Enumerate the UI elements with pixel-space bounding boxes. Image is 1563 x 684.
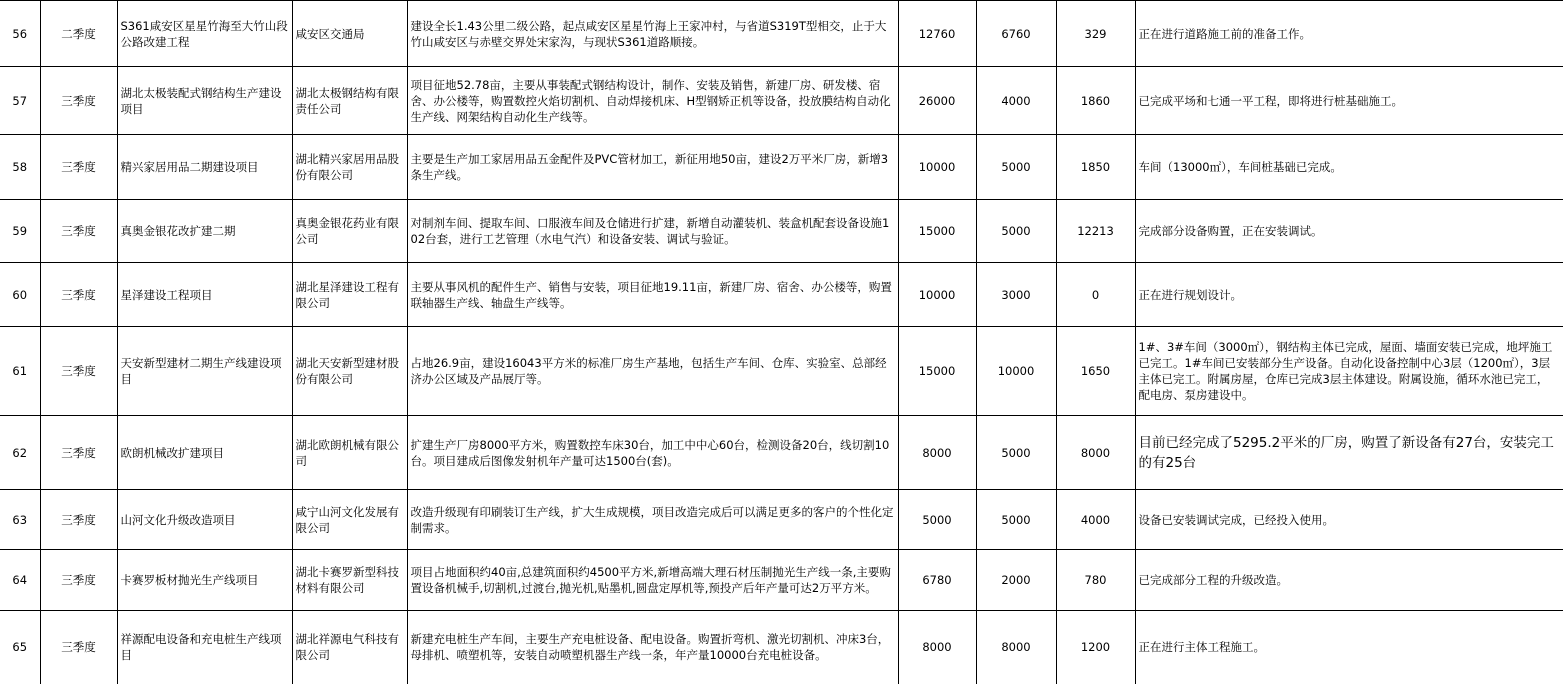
completed-investment-cell: 780 — [1056, 550, 1135, 611]
quarter-cell: 三季度 — [40, 611, 117, 684]
table-body — [0, 1, 1563, 684]
total-investment-cell: 15000 — [898, 327, 976, 416]
completed-investment-cell: 1200 — [1056, 611, 1135, 684]
row-number-cell: 57 — [0, 67, 40, 135]
project-name-cell: S361咸安区星星竹海至大竹山段公路改建工程 — [117, 1, 292, 67]
completed-investment-cell: 8000 — [1056, 416, 1135, 490]
construction-content-cell: 主要从事风机的配件生产、销售与安装，项目征地19.11亩，新建厂房、宿舍、办公楼等，购置联轴器生产线、轴盘生产线等。 — [407, 263, 898, 327]
completed-investment-cell: 0 — [1056, 263, 1135, 327]
table-row — [0, 416, 1563, 490]
quarter-cell: 二季度 — [40, 1, 117, 67]
table-row — [0, 135, 1563, 200]
annual-plan-cell: 5000 — [976, 200, 1056, 263]
total-investment-cell: 26000 — [898, 67, 976, 135]
progress-cell: 目前已经完成了5295.2平米的厂房，购置了新设备有27台，安装完工的有25台 — [1135, 416, 1563, 490]
construction-content-cell: 改造升级现有印刷装订生产线，扩大生成规模，项目改造完成后可以满足更多的客户的个性化定制需求。 — [407, 490, 898, 550]
responsible-unit-cell: 湖北精兴家居用品股份有限公司 — [292, 135, 407, 200]
table-row — [0, 263, 1563, 327]
construction-content-cell: 占地26.9亩，建设16043平方米的标准厂房生产基地，包括生产车间、仓库、实验室、总部经济办公区域及产品展厅等。 — [407, 327, 898, 416]
row-number-cell: 61 — [0, 327, 40, 416]
annual-plan-cell: 5000 — [976, 135, 1056, 200]
row-number-cell: 56 — [0, 1, 40, 67]
project-name-cell: 湖北太极装配式钢结构生产建设项目 — [117, 67, 292, 135]
total-investment-cell: 8000 — [898, 416, 976, 490]
progress-cell: 设备已安装调试完成，已经投入使用。 — [1135, 490, 1563, 550]
completed-investment-cell: 12213 — [1056, 200, 1135, 263]
total-investment-cell: 6780 — [898, 550, 976, 611]
row-number-cell: 64 — [0, 550, 40, 611]
quarter-cell: 三季度 — [40, 200, 117, 263]
project-name-cell: 精兴家居用品二期建设项目 — [117, 135, 292, 200]
annual-plan-cell: 6760 — [976, 1, 1056, 67]
progress-cell: 正在进行规划设计。 — [1135, 263, 1563, 327]
responsible-unit-cell: 湖北祥源电气科技有限公司 — [292, 611, 407, 684]
completed-investment-cell: 1850 — [1056, 135, 1135, 200]
annual-plan-cell: 4000 — [976, 67, 1056, 135]
annual-plan-cell: 2000 — [976, 550, 1056, 611]
quarter-cell: 三季度 — [40, 327, 117, 416]
table-row — [0, 200, 1563, 263]
annual-plan-cell: 8000 — [976, 611, 1056, 684]
total-investment-cell: 15000 — [898, 200, 976, 263]
project-name-cell: 真奥金银花改扩建二期 — [117, 200, 292, 263]
total-investment-cell: 12760 — [898, 1, 976, 67]
row-number-cell: 65 — [0, 611, 40, 684]
completed-investment-cell: 4000 — [1056, 490, 1135, 550]
construction-content-cell: 新建充电桩生产车间，主要生产充电桩设备、配电设备。购置折弯机、激光切割机、冲床3台，母排机、喷塑机等，安装自动喷塑机器生产线一条，年产量10000台充电桩设备。 — [407, 611, 898, 684]
quarter-cell: 三季度 — [40, 263, 117, 327]
total-investment-cell: 8000 — [898, 611, 976, 684]
table-row — [0, 67, 1563, 135]
annual-plan-cell: 5000 — [976, 416, 1056, 490]
progress-cell: 已完成部分工程的升级改造。 — [1135, 550, 1563, 611]
annual-plan-cell: 10000 — [976, 327, 1056, 416]
construction-content-cell: 主要是生产加工家居用品五金配件及PVC管材加工，新征用地50亩，建设2万平米厂房，新增3条生产线。 — [407, 135, 898, 200]
responsible-unit-cell: 湖北卡赛罗新型科技材料有限公司 — [292, 550, 407, 611]
progress-cell: 1#、3#车间（3000㎡），钢结构主体已完成，屋面、墙面安装已完成，地坪施工已完工。1#车间已安装部分生产设备。自动化设备控制中心3层（1200㎡），3层主体已完工。附属房屋，仓库已完成3层主体建设。附属设施，循环水池已完工，配电房、泵房建设中。 — [1135, 327, 1563, 416]
row-number-cell: 62 — [0, 416, 40, 490]
project-name-cell: 天安新型建材二期生产线建设项目 — [117, 327, 292, 416]
table-row — [0, 611, 1563, 684]
quarter-cell: 三季度 — [40, 135, 117, 200]
quarter-cell: 三季度 — [40, 67, 117, 135]
responsible-unit-cell: 咸宁山河文化发展有限公司 — [292, 490, 407, 550]
row-number-cell: 58 — [0, 135, 40, 200]
responsible-unit-cell: 湖北天安新型建材股份有限公司 — [292, 327, 407, 416]
progress-cell: 已完成平场和七通一平工程，即将进行桩基础施工。 — [1135, 67, 1563, 135]
project-name-cell: 星泽建设工程项目 — [117, 263, 292, 327]
responsible-unit-cell: 湖北星泽建设工程有限公司 — [292, 263, 407, 327]
table-row — [0, 1, 1563, 67]
progress-cell: 完成部分设备购置，正在安装调试。 — [1135, 200, 1563, 263]
row-number-cell: 59 — [0, 200, 40, 263]
table-row — [0, 327, 1563, 416]
table-row — [0, 550, 1563, 611]
completed-investment-cell: 1650 — [1056, 327, 1135, 416]
quarter-cell: 三季度 — [40, 416, 117, 490]
completed-investment-cell: 329 — [1056, 1, 1135, 67]
responsible-unit-cell: 咸安区交通局 — [292, 1, 407, 67]
construction-content-cell: 项目占地面积约40亩,总建筑面积约4500平方米,新增高端大理石材压制抛光生产线一条,主要购置设备机械手,切割机,过渡台,抛光机,贴墨机,圆盘定厚机等,预投产后年产量可达2万平方米。 — [407, 550, 898, 611]
total-investment-cell: 5000 — [898, 490, 976, 550]
project-name-cell: 祥源配电设备和充电桩生产线项目 — [117, 611, 292, 684]
construction-content-cell: 对制剂车间、提取车间、口服液车间及仓储进行扩建，新增自动灌装机、装盒机配套设备设施102台套，进行工艺管理（水电气汽）和设备安装、调试与验证。 — [407, 200, 898, 263]
annual-plan-cell: 5000 — [976, 490, 1056, 550]
project-name-cell: 卡赛罗板材抛光生产线项目 — [117, 550, 292, 611]
project-name-cell: 山河文化升级改造项目 — [117, 490, 292, 550]
project-name-cell: 欧朗机械改扩建项目 — [117, 416, 292, 490]
responsible-unit-cell: 湖北太极钢结构有限责任公司 — [292, 67, 407, 135]
total-investment-cell: 10000 — [898, 263, 976, 327]
completed-investment-cell: 1860 — [1056, 67, 1135, 135]
construction-content-cell: 项目征地52.78亩，主要从事装配式钢结构设计，制作、安装及销售，新建厂房、研发楼、宿舍、办公楼等，购置数控火焰切割机、自动焊接机床、H型钢矫正机等设备，投放膜结构自动化生产线、网架结构自动化生产线等。 — [407, 67, 898, 135]
row-number-cell: 63 — [0, 490, 40, 550]
construction-content-cell: 建设全长1.43公里二级公路，起点咸安区星星竹海上王家冲村，与省道S319T型相交，止于大竹山咸安区与赤壁交界处宋家沟，与现状S361道路顺接。 — [407, 1, 898, 67]
quarter-cell: 三季度 — [40, 490, 117, 550]
construction-content-cell: 扩建生产厂房8000平方米，购置数控车床30台，加工中中心60台，检测设备20台，线切割10台。项目建成后图像发射机年产量可达1500台(套)。 — [407, 416, 898, 490]
table-row — [0, 490, 1563, 550]
progress-cell: 正在进行道路施工前的准备工作。 — [1135, 1, 1563, 67]
row-number-cell: 60 — [0, 263, 40, 327]
responsible-unit-cell: 湖北欧朗机械有限公司 — [292, 416, 407, 490]
total-investment-cell: 10000 — [898, 135, 976, 200]
quarter-cell: 三季度 — [40, 550, 117, 611]
progress-cell: 正在进行主体工程施工。 — [1135, 611, 1563, 684]
responsible-unit-cell: 真奥金银花药业有限公司 — [292, 200, 407, 263]
progress-cell: 车间（13000㎡），车间桩基础已完成。 — [1135, 135, 1563, 200]
annual-plan-cell: 3000 — [976, 263, 1056, 327]
